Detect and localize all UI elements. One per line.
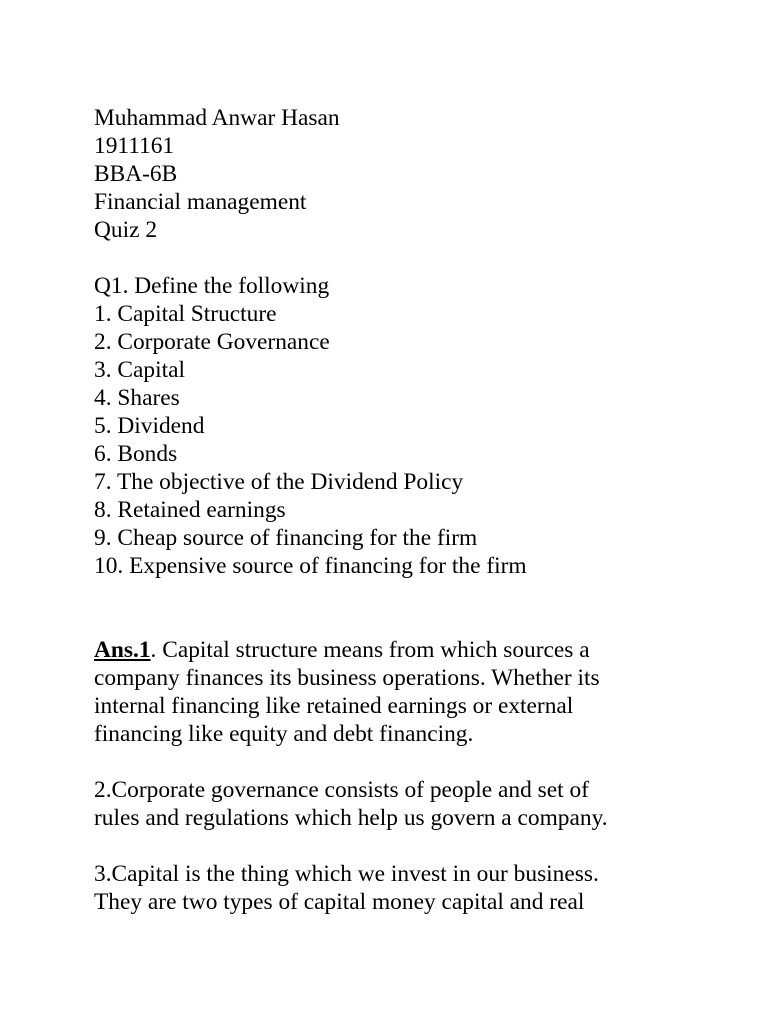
document-page: [94, 104, 734, 916]
question-item: 8. Retained earnings: [94, 497, 286, 523]
answer-1-label: Ans.1: [94, 637, 151, 663]
question-item: 2. Corporate Governance: [94, 329, 330, 355]
answer-1-line: [94, 636, 734, 664]
student-name: Muhammad Anwar Hasan: [94, 105, 340, 131]
quiz-title: Quiz 2: [94, 217, 158, 243]
answer-1-line: company finances its business operations. Whether its: [94, 665, 600, 691]
answer-3-line: 3.Capital is the thing which we invest in our business.: [94, 861, 599, 887]
spacer: [94, 244, 734, 272]
answer-2-line: rules and regulations which help us govern a company.: [94, 805, 608, 831]
answer-1-text: . Capital structure means from which sources a: [150, 637, 590, 663]
spacer: [94, 748, 734, 776]
question-title: Q1. Define the following: [94, 273, 330, 299]
subject-name: Financial management: [94, 189, 307, 215]
answer-3-line: They are two types of capital money capital and real: [94, 889, 585, 915]
question-item: 4. Shares: [94, 385, 180, 411]
student-id: 1911161: [94, 133, 175, 159]
question-item: 9. Cheap source of financing for the firm: [94, 525, 478, 551]
answer-1-line: internal financing like retained earnings or external: [94, 693, 574, 719]
question-item: 3. Capital: [94, 357, 185, 383]
question-item: 7. The objective of the Dividend Policy: [94, 469, 464, 495]
question-item: 6. Bonds: [94, 441, 178, 467]
answer-1-line: financing like equity and debt financing.: [94, 721, 474, 747]
question-item: 10. Expensive source of financing for the firm: [94, 553, 527, 579]
class-section: BBA-6B: [94, 161, 178, 187]
answer-2-line: 2.Corporate governance consists of people and set of: [94, 777, 589, 803]
spacer: [94, 580, 734, 636]
question-item: 1. Capital Structure: [94, 301, 277, 327]
question-item: 5. Dividend: [94, 413, 205, 439]
spacer: [94, 832, 734, 860]
